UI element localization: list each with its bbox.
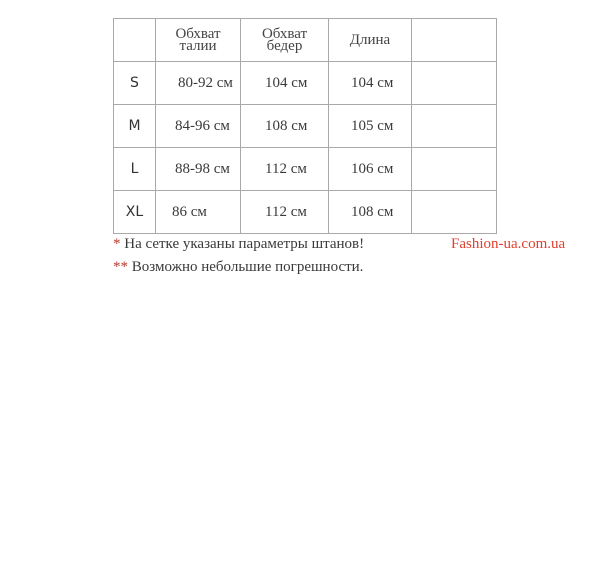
length-cell — [329, 191, 412, 234]
size-label: S — [114, 62, 156, 105]
extra-cell — [412, 148, 497, 191]
hips-value: 112 см — [265, 160, 307, 177]
table-row — [114, 191, 497, 234]
length-value: 105 см — [351, 117, 394, 134]
header-cell-empty — [114, 19, 156, 62]
header-hips-line2: бедер — [266, 38, 303, 54]
header-length — [329, 19, 412, 62]
hips-cell — [241, 191, 329, 234]
length-value: 106 см — [351, 160, 394, 177]
size-label: XL — [114, 191, 156, 234]
table-row — [114, 105, 497, 148]
hips-cell — [241, 148, 329, 191]
waist-cell — [156, 148, 241, 191]
extra-cell — [412, 191, 497, 234]
note-text: Возможно небольшие погрешности. — [128, 259, 364, 275]
header-waist — [156, 19, 241, 62]
length-cell — [329, 148, 412, 191]
length-value: 108 см — [351, 203, 394, 220]
hips-value: 112 см — [265, 203, 307, 220]
header-length-line1: Длина — [349, 32, 391, 48]
header-row — [114, 19, 497, 62]
header-cell-extra — [412, 19, 497, 62]
note-marker: ** — [113, 259, 128, 275]
waist-value: 86 см — [172, 203, 207, 220]
length-cell — [329, 62, 412, 105]
waist-value: 80-92 см — [178, 74, 233, 91]
hips-value: 104 см — [265, 74, 308, 91]
length-cell — [329, 105, 412, 148]
waist-value: 84-96 см — [175, 117, 230, 134]
waist-cell — [156, 191, 241, 234]
waist-cell — [156, 62, 241, 105]
extra-cell — [412, 105, 497, 148]
waist-cell — [156, 105, 241, 148]
header-waist-line1: Обхват — [175, 26, 221, 42]
note-text: На сетке указаны параметры штанов! — [120, 236, 365, 252]
site-watermark: Fashion-ua.com.ua — [451, 236, 566, 252]
table-row — [114, 62, 497, 105]
hips-value: 108 см — [265, 117, 308, 134]
length-value: 104 см — [351, 74, 394, 91]
hips-cell — [241, 105, 329, 148]
extra-cell — [412, 62, 497, 105]
note-tolerance — [113, 259, 363, 276]
size-label: M — [114, 105, 156, 148]
table-row — [114, 148, 497, 191]
header-hips — [241, 19, 329, 62]
header-waist-line2: талии — [179, 38, 217, 54]
size-chart-table — [113, 18, 497, 234]
waist-value: 88-98 см — [175, 160, 230, 177]
header-hips-line1: Обхват — [261, 26, 308, 42]
note-marker: * — [113, 236, 121, 252]
note-pants-params — [113, 236, 364, 253]
size-label: L — [114, 148, 156, 191]
hips-cell — [241, 62, 329, 105]
